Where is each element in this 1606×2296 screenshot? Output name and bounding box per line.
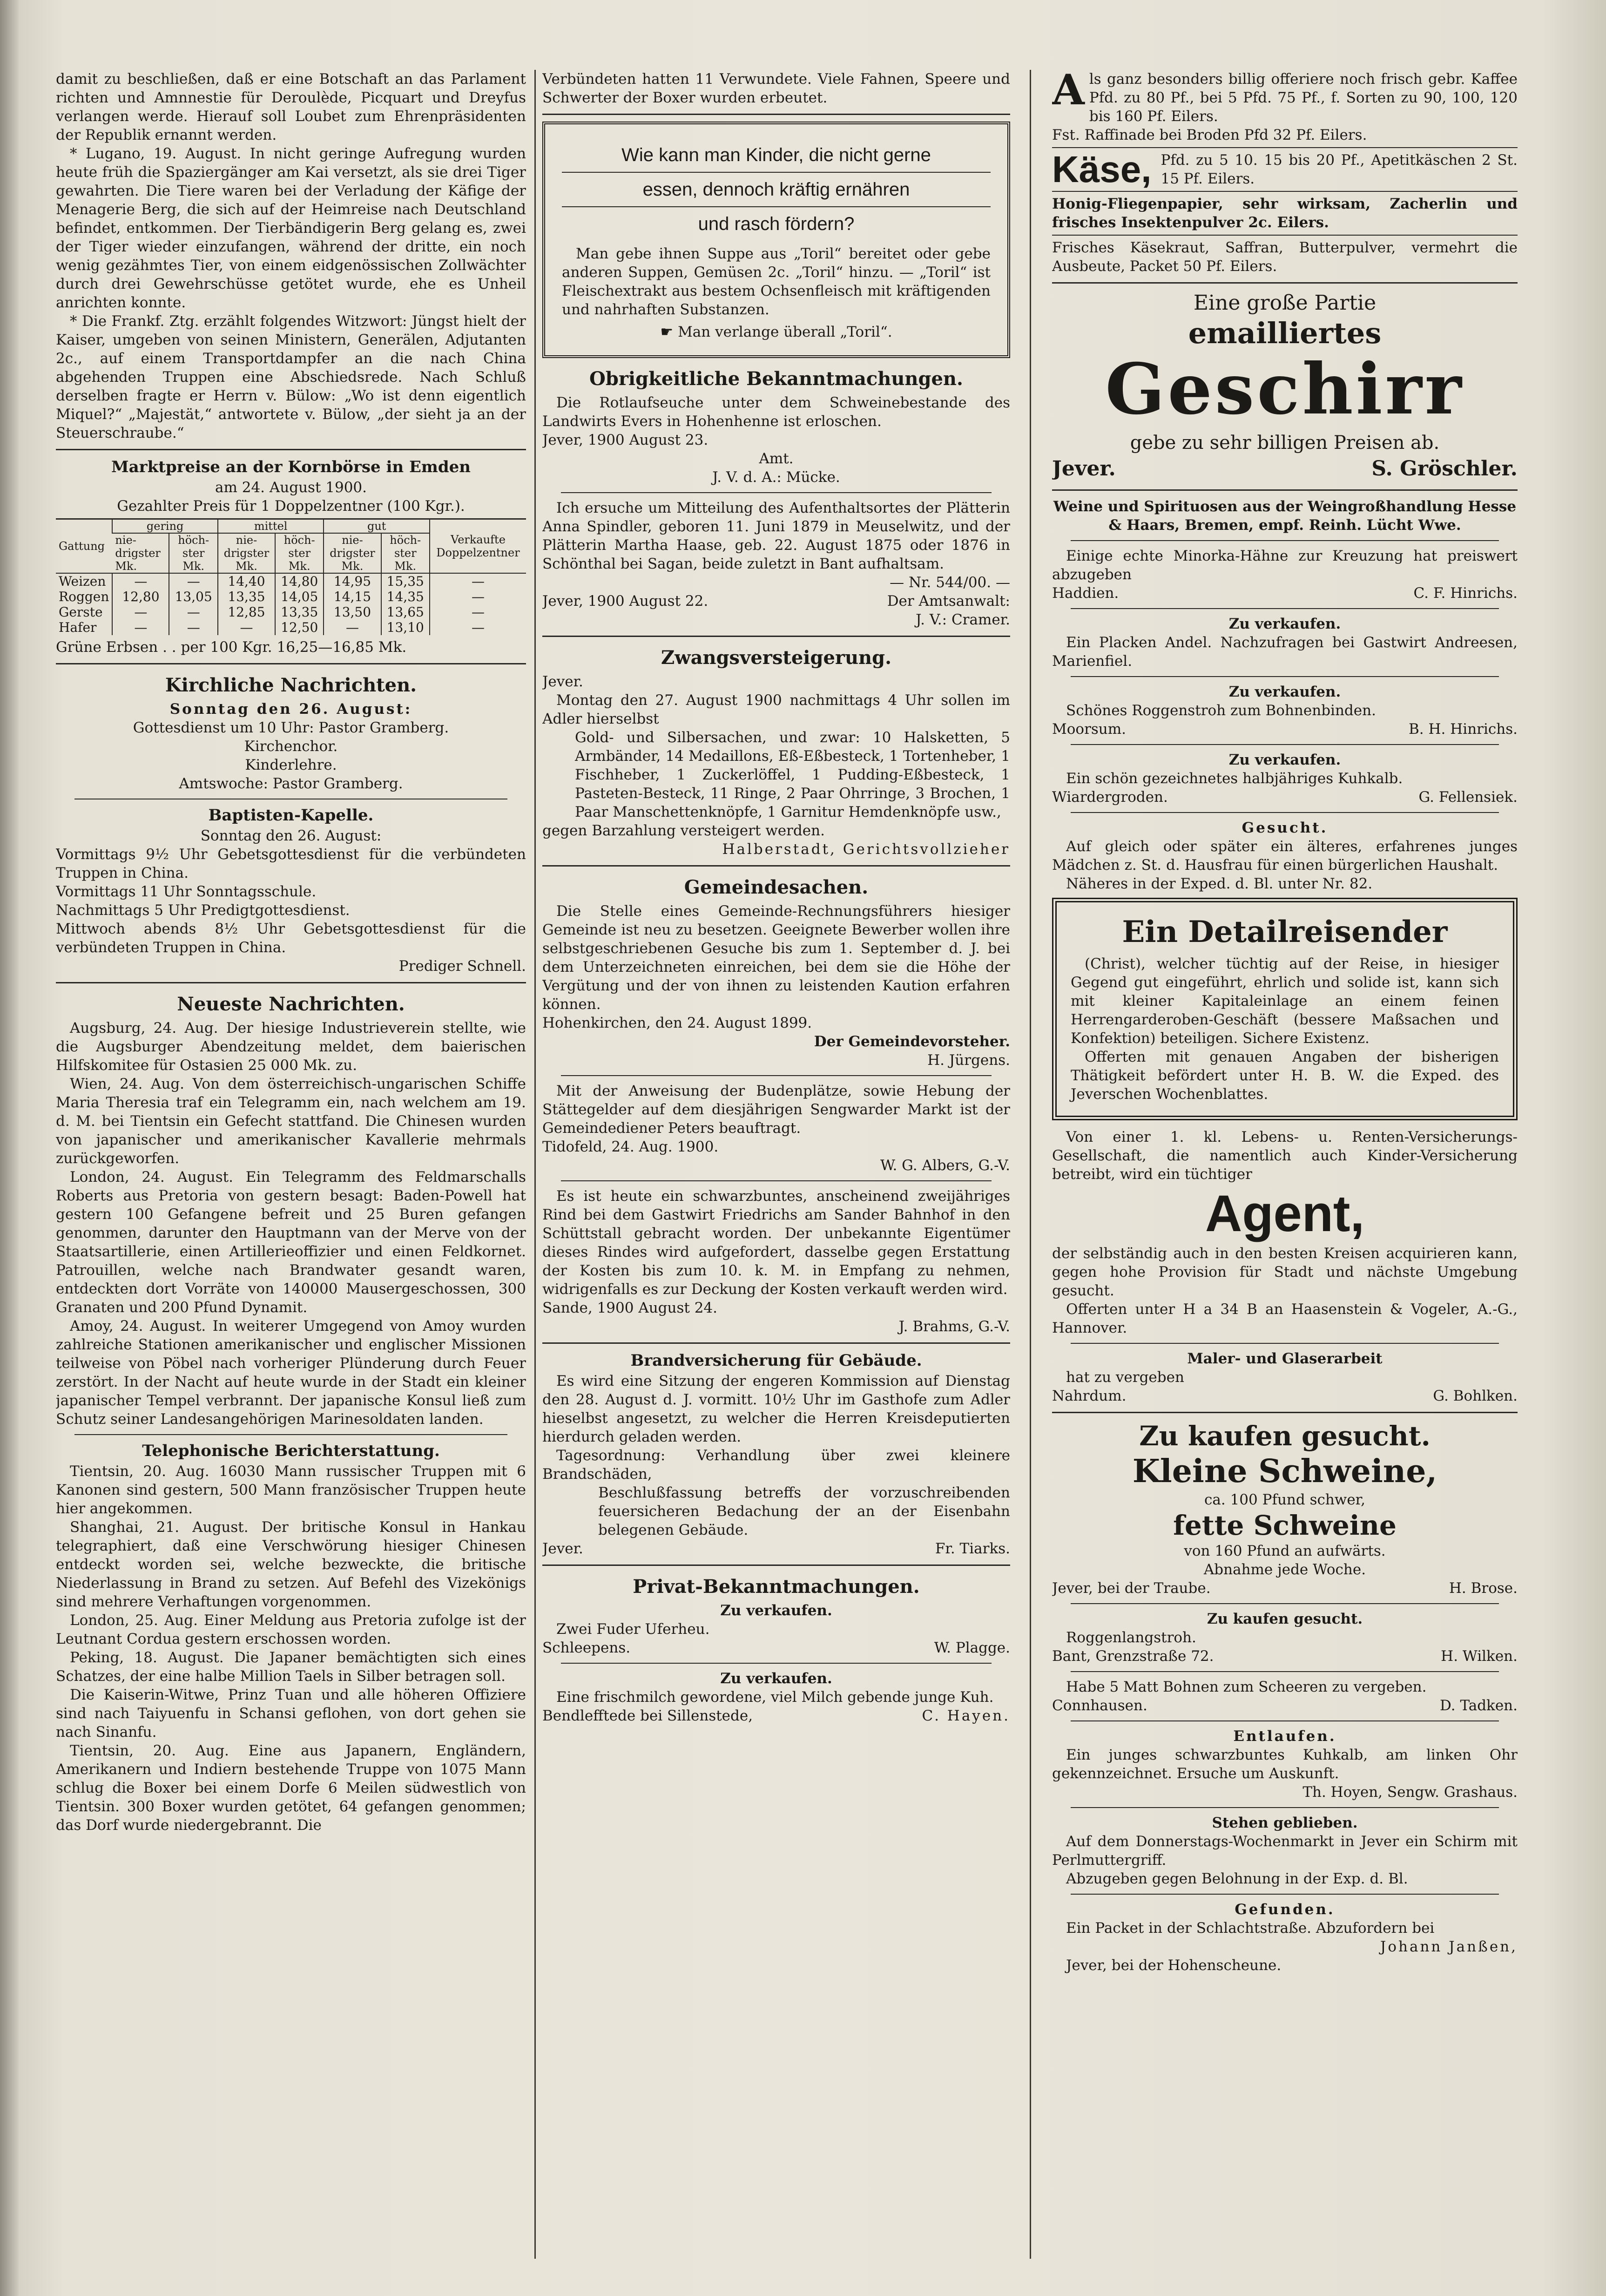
ad-text: ca. 100 Pfund schwer, [1204,1491,1365,1508]
news-item: Shanghai, 21. August. Der britische Konsul in Hankau telegraphiert, daß eine Verschwörung hiesiger Chinesen entdeckt worden sei, welche bezweckte, die britische Niederlassung in Brand zu setzen. Auf Befehl des Vizekönigs sind mehrere Verhaftungen vorgenommen. [56,1519,526,1610]
municipal-signature: W. G. Albers, G.-V. [880,1157,1010,1174]
private-notices-title: Privat-Bekanntmachungen. [633,1576,920,1598]
municipal-office: Der Gemeindevorsteher. [814,1033,1010,1050]
church-line: Gottesdienst um 10 Uhr: Pastor Gramberg. [133,719,449,736]
ad-sign-row [1052,788,1518,806]
ad-heading: Zu verkaufen. [1228,616,1341,632]
ad-text: Jever, bei der Hohenscheune. [1066,1957,1282,1974]
signature: Johann Janßen, [1380,1938,1518,1955]
divider [542,1342,1010,1344]
ad-text: Ein Packet in der Schlachtstraße. Abzufordern bei [1066,1920,1435,1937]
divider [1071,812,1499,813]
column-header: Verkaufte Doppelzentner [430,519,526,574]
municipal-date: Sande, 1900 August 24. [542,1300,718,1316]
fire-insurance-agenda: Beschlußfassung betreffs der vorzuschreibenden feuersicheren Bedachung der an der Eisenbahn belegenen Gebäude. [598,1484,1010,1538]
signature: S. Gröschler. [1371,457,1518,481]
telephone-reports-title: Telephonische Berichterstattung. [142,1442,440,1460]
news-item: London, 25. Aug. Einer Meldung aus Pretoria zufolge ist der Leutnant Cordua gestern erschossen worden. [56,1612,526,1647]
ad-heading: Zu verkaufen. [1228,752,1341,768]
ad-text: hat zu vergeben [1066,1369,1184,1386]
ad-heading: Zu kaufen gesucht. [1207,1611,1363,1627]
divider [1071,1807,1499,1808]
divider [1071,1671,1499,1672]
detailreisender-ad [1052,898,1518,1120]
ad-sign-row [1052,584,1518,603]
place: Schleepens. [542,1639,631,1656]
fire-insurance-sign-row [542,1539,1010,1558]
price-cell: — [169,604,217,620]
column-left [56,70,526,2259]
toril-advertisement [542,122,1010,358]
divider [561,1180,992,1181]
divider [74,1434,507,1435]
notice-text: Ich ersuche um Mitteilung des Aufenthaltsortes der Plätterin Anna Spindler, geboren 11. Juni 1879 in Meuselwitz, und der Plätterin Martha Haase, geb. 22. August 1875 oder 1876 in Schönthal bei Sagan, beide zuletzt in Bant aufhaltsam. [542,500,1010,572]
notice-signature: J. V.: Cramer. [916,611,1010,628]
column-header: höch-ster Mk. [275,533,324,573]
ad-text: Frisches Käsekraut, Saffran, Butterpulver, vermehrt die Ausbeute, Packet 50 Pf. Eilers. [1052,239,1518,275]
auction-text: gegen Barzahlung versteigert werden. [542,822,825,839]
news-item: Tientsin, 20. Aug. Eine aus Japanern, Engländern, Amerikanern und Indiern bestehende Truppe von 1075 Mann schlug die Boxer bei einem Dorfe 6 Meilen südwestlich von Tientsin. 300 Boxer wurden getötet, 64 gefangen genommen; das Dorf wurde niedergebrannt. Die [56,1742,526,1834]
notice-date: Jever, 1900 August 22. [542,593,709,610]
divider [1071,1720,1499,1721]
price-cell: 14,95 [324,573,381,589]
divider [1071,676,1499,677]
article-witzwort: * Die Frankf. Ztg. erzählt folgendes Witzwort: Jüngst hielt der Kaiser, umgeben von seinen Ministern, Generälen, Adjutanten 2c., auf einem Transportdampfer an die nach China abgehenden Truppen eine Abschiedsrede. Nach Schluß derselben fragte er Herrn v. Bülow: „Wo ist denn eigentlich Miquel?“ „Majestät,“ antwortete v. Bülow, „der sieht ja an der Steuerschraube.“ [56,313,526,441]
ad-heading: Zu kaufen gesucht. [1139,1420,1431,1452]
price-cell: — [430,604,526,620]
divider [542,636,1010,637]
official-notices-title: Obrigkeitliche Bekanntmachungen. [589,368,963,390]
toril-body: Man gebe ihnen Suppe aus „Toril“ bereitet oder gebe anderen Suppen, Gemüsen 2c. „Toril“ hinzu. — „Toril“ ist Fleischextrakt aus bestem Ochsenfleisch mit kräftigenden und nahrhaften Substanzen. [562,245,991,318]
ad-text: Abzugeben gegen Belohnung in der Exp. d. Bl. [1066,1870,1408,1887]
ad-text: Einige echte Minorka-Hähne zur Kreuzung hat preiswert abzugeben [1052,548,1518,583]
ad-heading: Eine große Partie [1193,291,1377,315]
signature: C. F. Hinrichs. [1413,585,1518,602]
ad-heading: emailliertes [1188,316,1382,350]
ad-text: Schönes Roggenstroh zum Bohnenbinden. [1066,702,1376,719]
signature: G. Bohlken. [1433,1388,1518,1404]
divider [542,114,1010,115]
ad-text: von 160 Pfund an aufwärts. [1184,1543,1386,1559]
ad-text: Näheres in der Exped. d. Bl. unter Nr. 82. [1066,875,1373,892]
ad-heading: Gefunden. [1235,1901,1335,1918]
ad-text: Offerten unter H a 34 B an Haasenstein & Vogeler, A.-G., Hannover. [1052,1301,1518,1336]
signature: Fr. Tiarks. [935,1540,1010,1557]
market-price-table [56,518,526,635]
article-text: Verbündeten hatten 11 Verwundete. Viele Fahnen, Speere und Schwerter der Boxer wurden erbeutet. [542,71,1010,106]
ad-heading: Zu verkaufen. [1228,684,1341,700]
price-cell: 13,05 [169,589,217,604]
divider [561,492,992,493]
divider [1052,147,1518,148]
ad-text: Auf gleich oder später ein älteres, erfahrenes junges Mädchen z. St. d. Hausfrau für einen bürgerlichen Haushalt. [1052,838,1518,874]
fire-insurance-agenda: Tagesordnung: Verhandlung über zwei kleinere Brandschäden, [542,1447,1010,1483]
price-cell: — [324,620,381,635]
ad-text: Pfd. zu 5 10. 15 bis 20 Pf., Apetitkäschen 2 St. 15 Pf. Eilers. [1161,152,1518,187]
news-item: Peking, 18. August. Die Japaner bemächtigten sich eines Schatzes, der eine halbe Million Taels in Silber betragen soll. [56,1649,526,1685]
divider [1071,1603,1499,1604]
price-cell: 12,50 [275,620,324,635]
municipal-signature: J. Brahms, G.-V. [898,1318,1010,1335]
ad-heading: Ein Detailreisender [1122,914,1448,949]
toril-question: essen, dennoch kräftig ernähren [562,173,991,207]
news-item: Augsburg, 24. Aug. Der hiesige Industrieverein stellte, wie die Augsburger Abendzeitung meldet, dem baierischen Hilfskomitee für Ostasien 25 000 Mk. zu. [56,1020,526,1074]
ad-text: (Christ), welcher tüchtig auf der Reise, in hiesiger Gegend gut eingeführt, ehrlich und solide ist, kann sich mit kleiner Kapitaleinlage an einem feinen Herrengarderoben-Geschäft (bessere Maßsachen und Konfektion) beteiligen. Sichere Existenz. [1071,955,1499,1047]
page-spine [0,0,19,2296]
place: Jever, bei der Traube. [1052,1580,1211,1597]
pointing-hand-icon: ☛ [660,324,678,340]
church-line: Amtswoche: Pastor Gramberg. [179,775,403,792]
signature: C. Hayen. [922,1707,1010,1724]
price-cell: 13,65 [381,604,430,620]
place: Bant, Grenzstraße 72. [1052,1648,1214,1665]
ad-heading: Zu verkaufen. [720,1670,832,1687]
price-cell: 14,40 [218,573,275,589]
cheese-ad [1052,151,1518,188]
church-line: Kinderlehre. [245,757,337,773]
municipal-text: Die Stelle eines Gemeinde-Rechnungsführers hiesiger Gemeinde ist neu zu besetzen. Geeignete Bewerber wollen ihre selbstgeschriebenen Gesuche bis zum 1. September d. J. bei dem Unterzeichneten einreichen, bei dem sie die Höhe der Vergütung und der von ihnen zu leistenden Kaution erfahren können. [542,903,1010,1013]
ad-text: Auf dem Donnerstags-Wochenmarkt in Jever ein Schirm mit Perlmuttergriff. [1052,1833,1518,1869]
news-item: Amoy, 24. August. In weiterer Umgegend von Amoy wurden zahlreiche Stationen amerikanischer und englischer Missionen teilweise von Pöbel nach vorheriger Plünderung durch Feuer zerstört. In der Nacht auf heute wurde in der Stadt ein kleiner japanischer Tempel verbrannt. Der japanische Konsul ließ zum Schutz seiner Landesangehörigen Marinesoldaten landen. [56,1318,526,1428]
municipal-signature: H. Jürgens. [927,1052,1010,1069]
ad-text: Ein schön gezeichnetes halbjähriges Kuhkalb. [1066,770,1403,787]
signature: W. Plagge. [934,1639,1010,1656]
market-table-body [56,573,526,635]
table-row [56,573,526,589]
coffee-ad [1052,70,1518,126]
news-item: Die Kaiserin-Witwe, Prinz Tuan und alle höheren Offiziere sind nach Taiyuenfu in Schansi geflohen, von dort gehen sie nach Sinanfu. [56,1686,526,1741]
divider [1052,191,1518,192]
cheese-word: Käse, [1052,149,1152,190]
price-cell: 13,35 [218,589,275,604]
ad-text: Abnahme jede Woche. [1203,1561,1366,1578]
grain-name: Roggen [59,589,109,604]
municipal-date: Tidofeld, 24. Aug. 1900. [542,1138,719,1155]
ad-text: Weine und Spirituosen aus der Weingroßhandlung Hesse & Haars, Bremen, empf. Reinh. Lücht Wwe. [1053,498,1517,534]
ad-sign-row [1052,720,1518,738]
divider [1071,608,1499,609]
divider [542,865,1010,867]
column-header: nie-drigster Mk. [218,533,275,573]
place: Bendlefftede bei Sillenstede, [542,1707,753,1724]
grain-name: Hafer [59,620,97,635]
place: Jever. [1052,457,1116,481]
divider [1052,1412,1518,1413]
ad-text: der selbständig auch in den besten Kreisen acquirieren kann, gegen hohe Provision für Stadt und nächste Umgebung gesucht. [1052,1245,1518,1299]
ad-heading: Stehen geblieben. [1212,1815,1358,1831]
divider [1071,744,1499,745]
divider [1052,489,1518,491]
column-header: mittel [218,519,324,534]
signature: G. Fellensiek. [1418,789,1518,806]
notice-date-row [542,592,1010,610]
column-header: höch-ster Mk. [169,533,217,573]
divider [56,449,526,450]
ad-heading: Entlaufen. [1233,1728,1336,1745]
municipal-text: Es ist heute ein schwarzbuntes, anscheinend zweijähriges Rind bei dem Gastwirt Friedrichs am Sander Bahnhof in den Schüttstall gebracht worden. Der unbekannte Eigentümer dieses Rindes wird aufgefordert, dasselbe gegen Erstattung der Kosten bis zum 10. k. M. in Empfang zu nehmen, widrigenfalls es zur Deckung der Kosten verkauft werden wird. [542,1188,1010,1298]
ad-text: Ein junges schwarzbuntes Kuhkalb, am linken Ohr gekennzeichnet. Ersuche um Auskunft. [1052,1747,1518,1782]
church-news-title: Kirchliche Nachrichten. [165,674,417,696]
market-subtitle: Gezahlter Preis für 1 Doppelzentner (100 Kgr.). [117,498,465,515]
ad-sign-row [1052,1696,1518,1715]
auction-place: Jever. [542,673,583,690]
column-middle [542,70,1010,2259]
auction-signature: Halberstadt, Gerichtsvollzieher [722,841,1010,858]
price-cell: 12,80 [112,589,169,604]
news-item: London, 24. August. Ein Telegramm des Feldmarschalls Roberts aus Pretoria von gestern besagt: Baden-Powell hat gestern 100 Gefangene befreit und 25 Buren gefangen genommen, darunter den Hauptmann van der Merve von der Staatsartillerie, einen Artillerieoffizier und einen Feldkornet. Patrouillen, welche nach Brandwater gesandt waren, entdeckten dort Vorräte von 140000 Mausergeschossen, 300 Granaten und 200 Pfund Dynamit. [56,1169,526,1316]
divider [542,1565,1010,1566]
latest-news-title: Neueste Nachrichten. [177,993,405,1015]
price-cell: — [112,573,169,589]
price-cell: — [112,620,169,635]
place: Nahrdum. [1052,1388,1127,1404]
municipal-text: Mit der Anweisung der Budenplätze, sowie Hebung der Stättegelder auf dem diesjährigen Sengwarder Markt ist der Gemeindediener Peters beauftragt. [542,1083,1010,1137]
table-row [56,604,526,620]
price-cell: 13,10 [381,620,430,635]
divider [1071,540,1499,541]
ad-sign-row [1052,455,1518,483]
baptist-title: Baptisten-Kapelle. [208,806,374,825]
market-date: am 24. August 1900. [215,479,367,496]
fire-insurance-text: Es wird eine Sitzung der engeren Kommission auf Dienstag den 28. August d. J. vormitt. 10½ Uhr im Gasthofe zum Adler hieselbst angesetzt, zu welcher die Herren Kreisdeputierten hierdurch geladen werden. [542,1373,1010,1445]
place: Connhausen. [1052,1697,1147,1714]
price-cell: — [169,620,217,635]
ad-text: gebe zu sehr billigen Preisen ab. [1130,432,1440,454]
divider [56,663,526,664]
fire-insurance-title: Brandversicherung für Gebäude. [630,1351,922,1370]
notice-office: Der Amtsanwalt: [887,593,1010,610]
auction-text: Montag den 27. August 1900 nachmittags 4 Uhr sollen im Adler hierselbst [542,692,1010,727]
municipal-date: Hohenkirchen, den 24. August 1899. [542,1015,812,1031]
price-cell: 14,05 [275,589,324,604]
toril-footer [562,323,991,341]
price-cell: — [430,620,526,635]
divider [1071,1894,1499,1895]
divider [561,1075,992,1076]
notice-signature: J. V. d. A.: Mücke. [712,469,840,486]
price-cell: — [430,589,526,604]
price-cell: 12,85 [218,604,275,620]
news-item: Wien, 24. Aug. Von dem österreichisch-ungarischen Schiffe Maria Theresia traf ein Telegramm ein, nach welchem am 19. d. M. bei Tientsin ein Gefecht stattfand. Die Chinesen wurden von japanischer und amerikanischer Kavallerie mehrmals zurückgeworfen. [56,1076,526,1167]
column-header: Gattung [56,519,112,574]
ad-text: Eine frischmilch gewordene, viel Milch gebende junge Kuh. [556,1689,994,1706]
place: Jever. [542,1540,583,1557]
ad-text: Offerten mit genauen Angaben der bisherigen Thätigkeit befördert unter H. B. W. die Exped. des Jeverschen Wochenblattes. [1071,1049,1499,1103]
price-cell: 14,35 [381,589,430,604]
column-header: nie-drigster Mk. [324,533,381,573]
column-header: gering [112,519,218,534]
baptist-line: Nachmittags 5 Uhr Predigtgottesdienst. [56,902,350,919]
column-header: gut [324,519,430,534]
toril-question: und rasch fördern? [698,214,855,234]
news-item: Tientsin, 20. Aug. 16030 Mann russischer Truppen mit 6 Kanonen sind gestern, 500 Mann französischer Truppen heute hier angekommen. [56,1463,526,1517]
ad-heading: Kleine Schweine, [1132,1453,1437,1490]
signature: H. Brose. [1449,1580,1518,1597]
baptist-line: Sonntag den 26. August: [200,827,382,844]
agent-heading: Agent, [1205,1185,1365,1242]
ad-sign-row [1052,1647,1518,1666]
ad-text: ls ganz besonders billig offeriere noch frisch gebr. Kaffee Pfd. zu 80 Pf., bei 5 Pfd. 75 Pf., f. Sorten zu 90, 100, 120 bis 160 Pf. Eilers. [1089,71,1518,125]
municipal-title: Gemeindesachen. [684,876,869,898]
price-cell: — [218,620,275,635]
market-title: Marktpreise an der Kornbörse in Emden [111,458,471,476]
place: Moorsum. [1052,721,1127,738]
ad-text: Fst. Raffinade bei Broden Pfd 32 Pf. Eilers. [1052,127,1367,143]
column-rule [1030,70,1031,2259]
notice-number: — Nr. 544/00. — [890,574,1010,591]
column-rule [534,70,536,2259]
signature: Th. Hoyen, Sengw. Grashaus. [1302,1784,1518,1801]
table-row [56,620,526,635]
ad-text: Ein Placken Andel. Nachzufragen bei Gastwirt Andreesen, Marienfiel. [1052,634,1518,670]
notice-text: Die Rotlaufseuche unter dem Schweinebestande des Landwirts Evers in Hohenhenne ist erloschen. [542,394,1010,430]
price-cell: 13,35 [275,604,324,620]
ad-sign-row [542,1707,1010,1725]
signature: H. Wilken. [1441,1648,1518,1665]
market-footnote: Grüne Erbsen . . per 100 Kgr. 16,25—16,85 Mk. [56,639,407,656]
ad-heading: fette Schweine [1173,1510,1397,1541]
ad-heading: Maler- und Glaserarbeit [1187,1350,1383,1367]
grain-name: Weizen [59,574,106,589]
column-header: nie-drigster Mk. [112,533,169,573]
toril-question: Wie kann man Kinder, die nicht gerne [562,138,991,173]
ad-text: Habe 5 Matt Bohnen zum Scheeren zu vergeben. [1066,1679,1427,1695]
signature: D. Tadken. [1439,1697,1518,1714]
auction-title: Zwangsversteigerung. [661,647,892,669]
ad-sign-row [1052,1387,1518,1405]
church-line: Kirchenchor. [244,738,338,755]
ad-heading: Zu verkaufen. [720,1602,832,1619]
price-cell: 15,35 [381,573,430,589]
place: Wiardergroden. [1052,789,1168,806]
notice-office: Amt. [759,450,794,467]
price-cell: — [430,573,526,589]
price-cell: 14,15 [324,589,381,604]
notice-date: Jever, 1900 August 23. [542,432,709,448]
price-cell: 14,80 [275,573,324,589]
article-lugano: * Lugano, 19. August. In nicht geringe Aufregung wurden heute früh die Spaziergänger am Kai versetzt, als sie drei Tiger gewahrten. Die Tiere waren bei der Verladung der Käfige der Menagerie Berg, die sich auf der Heimreise nach Deutschland befindet, entkommen. Der Tierbändigerin Berg gelang es, zwei der Tiger wieder einzufangen, während der dritte, ein noch wenig gezähmtes Tier, von einem eidgenössischen Zollwächter durch drei Gewehrschüsse getötet wurde, ehe es Unheil anrichten konnte. [56,145,526,311]
price-cell: 13,50 [324,604,381,620]
divider [1052,282,1518,284]
baptist-line: Mittwoch abends 8½ Uhr Gebetsgottesdienst für die verbündeten Truppen in China. [56,921,526,956]
ad-text: Von einer 1. kl. Lebens- u. Renten-Versicherungs-Gesellschaft, die namentlich auch Kinder-Versicherung betreibt, wird ein tüchtiger [1052,1129,1518,1183]
baptist-preacher: Prediger Schnell. [398,958,526,975]
ad-sign-row [542,1639,1010,1657]
baptist-line: Vormittags 9½ Uhr Gebetsgottesdienst für die verbündeten Truppen in China. [56,846,526,881]
ad-text: Zwei Fuder Uferheu. [556,1621,710,1638]
ad-text: Roggenlangstroh. [1066,1629,1196,1646]
divider [56,982,526,983]
baptist-line: Vormittags 11 Uhr Sonntagsschule. [56,883,317,900]
table-row [56,589,526,604]
geschirr-heading: Geschirr [1105,348,1464,430]
grain-name: Gerste [59,604,103,620]
price-cell: — [112,604,169,620]
signature: B. H. Hinrichs. [1409,721,1518,738]
article-text: damit zu beschließen, daß er eine Botschaft an das Parlament richten und Amnnestie für Deroulède, Picquart und Dreyfus verlangen werde. Hierauf soll Loubet zum Ehrenpräsidenten der Republik ernannt werden. [56,71,526,143]
column-header: höch-ster Mk. [381,533,430,573]
price-cell: — [169,573,217,589]
toril-footer-text: Man verlange überall „Toril“. [678,324,892,340]
divider [1052,235,1518,236]
initial-letter: A [1052,70,1085,115]
church-sunday: Sonntag den 26. August: [169,701,412,718]
auction-items: Gold- und Silbersachen, und zwar: 10 Halsketten, 5 Armbänder, 14 Medaillons, Eß-Eßbesteck, 1 Tortenheber, 1 Fischheber, 1 Zuckerlöffel, 1 Pudding-Eßbesteck, 1 Pasteten-Besteck, 11 Ringe, 2 Paar Ohrringe, 3 Brochen, 1 Paar Manschettenknöpfe, 1 Garnitur Hemdenknöpfe usw., [575,729,1010,820]
divider [561,1663,992,1664]
ad-heading: Gesucht. [1242,820,1328,836]
column-right [1052,70,1518,2259]
place: Haddien. [1052,585,1119,602]
ad-text: Honig-Fliegenpapier, sehr wirksam, Zacherlin und frisches Insektenpulver 2c. Eilers. [1052,196,1518,231]
divider [1071,1343,1499,1344]
ad-sign-row [1052,1579,1518,1598]
